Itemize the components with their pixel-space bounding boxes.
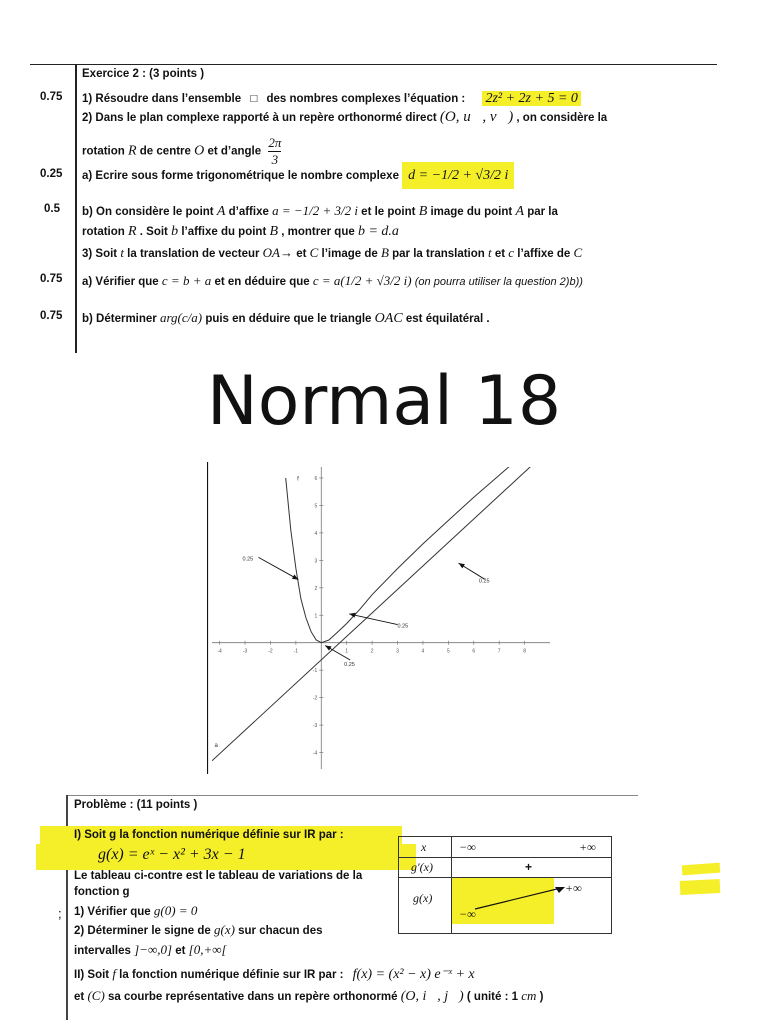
part1-heading: I) Soit g la fonction numérique définie sur IR par : <box>74 829 344 841</box>
g-definition: g(x) = eˣ − x² + 3x − 1 <box>98 846 246 863</box>
question-2b-cont: rotation R . Soit b l’affixe du point B , montrer que b = d.a <box>82 224 399 239</box>
gprime-label: g′(x) <box>411 860 433 874</box>
slide-title: Normal 18 <box>206 362 562 441</box>
variation-table <box>398 836 612 934</box>
question-p2-intervals: intervalles ]−∞,0] et [0,+∞[ <box>74 942 227 957</box>
curve-definition: et (C) sa courbe représentative dans un repère orthonormé (O, i⃗, j⃗) ( unité : 1 cm ) <box>74 988 544 1004</box>
highlight-mark <box>680 879 721 895</box>
x-tick-label: 6 <box>472 648 476 655</box>
table-intro: Le tableau ci-contre est le tableau de variations de la <box>74 870 363 882</box>
y-tick-label: 1 <box>314 613 318 620</box>
y-tick-label: -1 <box>312 668 318 675</box>
angle-fraction: $\frac{2\pi}{3}$ <box>268 135 282 167</box>
side-mark: ; <box>58 906 62 921</box>
gprime-sign: + <box>525 860 533 874</box>
x-plus-inf: +∞ <box>579 840 596 854</box>
x-tick-label: 3 <box>396 648 399 655</box>
series-a <box>212 462 545 761</box>
annotation-arrowhead <box>325 645 331 650</box>
x-tick-label: 7 <box>497 648 501 655</box>
points-label: 0.5 <box>44 203 60 215</box>
equation-highlight: 2z² + 2z + 5 = 0 <box>482 91 580 106</box>
annotation-label: 0.25 <box>242 556 254 563</box>
y-tick-label: 4 <box>314 530 318 537</box>
y-tick-label: 3 <box>314 558 318 565</box>
graph-annotations <box>242 556 489 668</box>
x-tick-label: 4 <box>421 648 425 655</box>
y-tick-label: -3 <box>312 723 318 730</box>
points-label: 0.75 <box>40 91 63 103</box>
x-tick-label: 5 <box>446 648 450 655</box>
x-label: x <box>421 840 427 854</box>
question-2-rotation: rotation R de centre O et d’angle $\frac{2\pi}{3}$ <box>82 135 282 167</box>
exercise-table <box>30 64 717 353</box>
annotation-arrow <box>349 614 397 625</box>
y-tick-label: 6 <box>314 475 318 482</box>
annotation-label: 0.25 <box>344 662 355 669</box>
question-1: 1) Résoudre dans l’ensemble □ des nombres complexes l’équation : 2z² + 2z + 5 = 0 <box>82 91 581 107</box>
problem-top-border <box>66 795 638 796</box>
x-minus-inf: −∞ <box>459 840 476 854</box>
curve-label-f: f <box>297 476 299 483</box>
highlight-mark <box>682 863 721 876</box>
question-3a: a) Vérifier que c = b + a et en déduire que c = a(1/2 + √3/2 i) (on pourra utiliser la question 2)b)) <box>82 273 583 288</box>
y-tick-label: -2 <box>312 695 318 702</box>
points-label: 0.75 <box>40 310 63 322</box>
question-2: 2) Dans le plan complexe rapporté à un repère orthonormé direct (O, u⃗, v⃗) , on considère la <box>82 109 608 125</box>
y-tick-label: -4 <box>312 750 318 757</box>
g-minus-inf: −∞ <box>459 907 476 921</box>
x-tick-label: -1 <box>293 648 299 655</box>
graph-axes <box>212 467 550 769</box>
graph-curves <box>212 462 545 761</box>
x-tick-label: -4 <box>217 648 222 655</box>
question-3b: b) Déterminer arg(c/a) puis en déduire que le triangle OAC est équilatéral . <box>82 310 490 326</box>
exercise-title: Exercice 2 : (3 points ) <box>82 68 205 80</box>
x-tick-label: -3 <box>242 648 248 655</box>
annotation-label: 0.25 <box>397 623 409 630</box>
question-p1: 1) Vérifier que g(0) = 0 <box>74 903 198 918</box>
x-tick-label: 2 <box>370 648 374 655</box>
g-plus-inf: +∞ <box>565 881 582 895</box>
y-tick-label: 5 <box>314 503 318 510</box>
table-intro-cont: fonction g <box>74 886 130 898</box>
g-label: g(x) <box>413 891 433 905</box>
x-tick-label: 8 <box>523 648 526 655</box>
x-tick-label: 1 <box>345 648 349 655</box>
points-label: 0.25 <box>40 168 63 180</box>
question-p2: 2) Déterminer le signe de g(x) sur chacun des <box>74 922 323 937</box>
problem-title: Problème : (11 points ) <box>74 799 198 811</box>
increasing-arrow <box>469 883 569 913</box>
annotation-label: 0.25 <box>478 578 490 585</box>
points-label: 0.75 <box>40 273 63 285</box>
part2-heading: II) Soit f la fonction numérique définie sur IR par : f(x) = (x² − x) e⁻ˣ + x <box>74 966 475 982</box>
table-row-divider <box>399 857 611 858</box>
x-tick-label: -2 <box>268 648 273 655</box>
d-equation-highlight: d = −1/2 + √3/2 i <box>402 162 514 189</box>
annotation-arrowhead <box>459 563 465 568</box>
question-3: 3) Soit t la translation de vecteur OA→ et C l’image de B par la translation t et c l’affixe de C <box>82 245 583 260</box>
question-2a: a) Ecrire sous forme trigonométrique le nombre complexe d = −1/2 + √3/2 i <box>82 168 514 184</box>
curve-label-a: a <box>214 743 218 750</box>
function-graph <box>207 462 555 774</box>
annotation-arrow <box>258 557 298 579</box>
y-tick-label: 2 <box>314 585 318 592</box>
question-2b: b) On considère le point A d’affixe a = −1/2 + 3/2 i et le point B image du point A par la <box>82 203 558 219</box>
